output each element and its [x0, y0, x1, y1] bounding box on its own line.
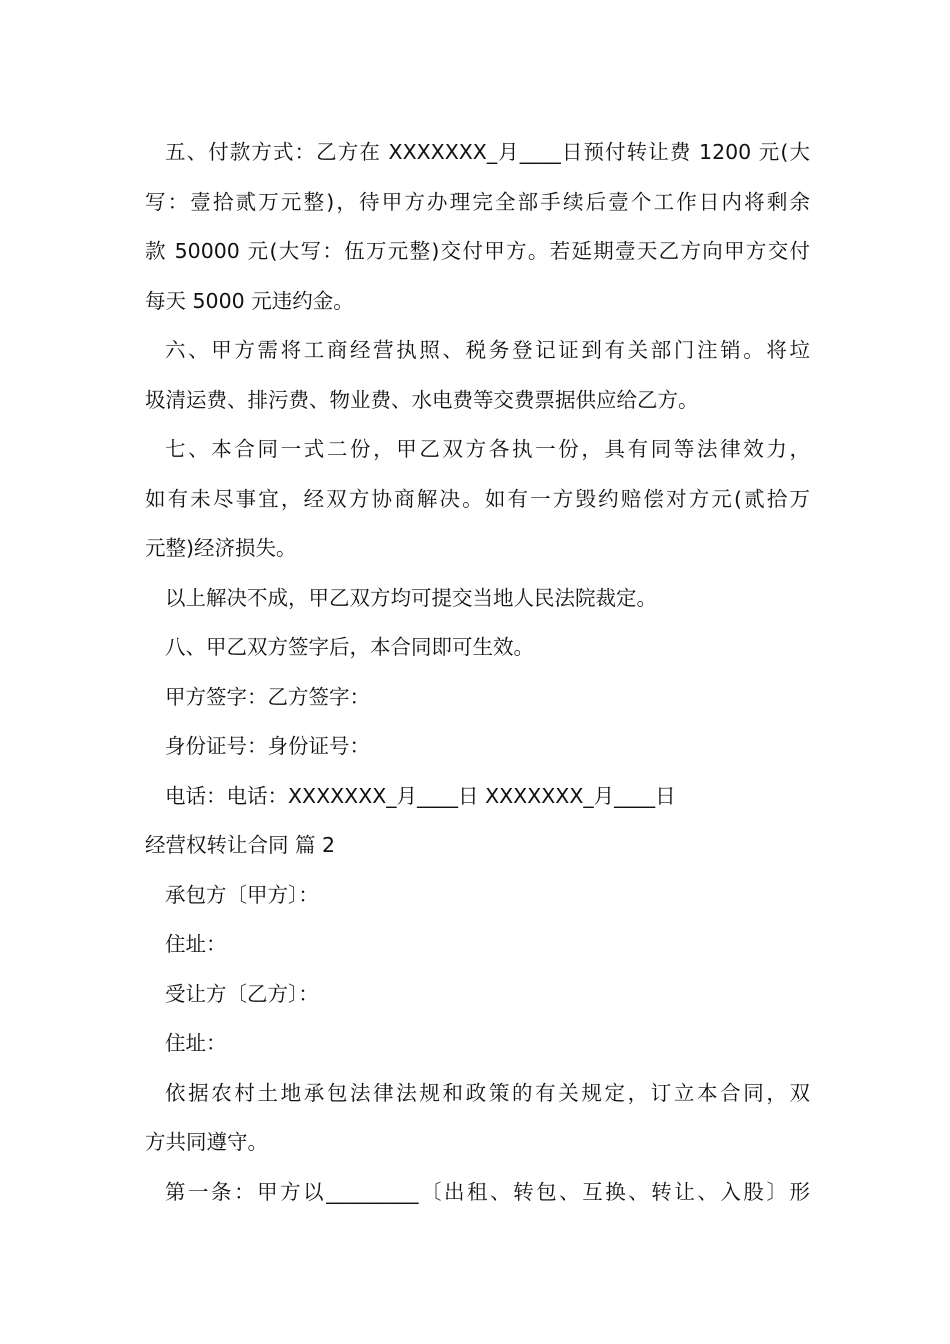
- dispute-resolution-line: 以上解决不成，甲乙双方均可提交当地人民法院裁定。: [165, 585, 657, 610]
- contractor-party-line: 承包方〔甲方〕：: [165, 882, 319, 907]
- clause-6-line-1: 六、甲方需将工商经营执照、税务登记证到有关部门注销。将垃: [165, 338, 810, 362]
- phone-date-line: 电话：电话：XXXXXXX_月____日 XXXXXXX_月____日: [165, 783, 676, 808]
- clause-7-line-3: 元整)经济损失。: [145, 536, 297, 560]
- clause-8-line: 八、甲乙双方签字后，本合同即可生效。: [165, 635, 534, 659]
- id-number-line: 身份证号：身份证号：: [165, 734, 370, 758]
- preamble-line-2: 方共同遵守。: [145, 1130, 268, 1154]
- clause-5-line-1: 五、付款方式：乙方在 XXXXXXX_月____日预付转让费 1200 元(大: [165, 140, 810, 164]
- contractor-address-line: 住址：: [165, 932, 227, 956]
- clause-6-line-2: 圾清运费、排污费、物业费、水电费等交费票据供应给乙方。: [145, 387, 699, 412]
- article-1-line-1: 第一条：甲方以_________〔出租、转包、互换、转让、入股〕形: [165, 1179, 810, 1204]
- clause-5-line-4: 每天 5000 元违约金。: [145, 288, 354, 313]
- clause-5-line-3: 款 50000 元(大写：伍万元整)交付甲方。若延期壹天乙方向甲方交付: [145, 239, 810, 263]
- signature-line: 甲方签字：乙方签字：: [165, 684, 370, 709]
- clause-7-line-2: 如有未尽事宜，经双方协商解决。如有一方毁约赔偿对方元(贰拾万: [145, 486, 810, 511]
- clause-7-line-1: 七、本合同一式二份，甲乙双方各执一份，具有同等法律效力，: [165, 437, 810, 461]
- transferee-party-line: 受让方〔乙方〕：: [165, 981, 319, 1006]
- preamble-line-1: 依据农村土地承包法律法规和政策的有关规定，订立本合同，双: [165, 1080, 810, 1105]
- clause-5-line-2: 写：壹拾贰万元整)，待甲方办理完全部手续后壹个工作日内将剩余: [145, 189, 810, 214]
- document-page: [145, 128, 810, 1217]
- transferee-address-line: 住址：: [165, 1031, 227, 1055]
- section-heading: 经营权转让合同 篇 2: [145, 833, 336, 857]
